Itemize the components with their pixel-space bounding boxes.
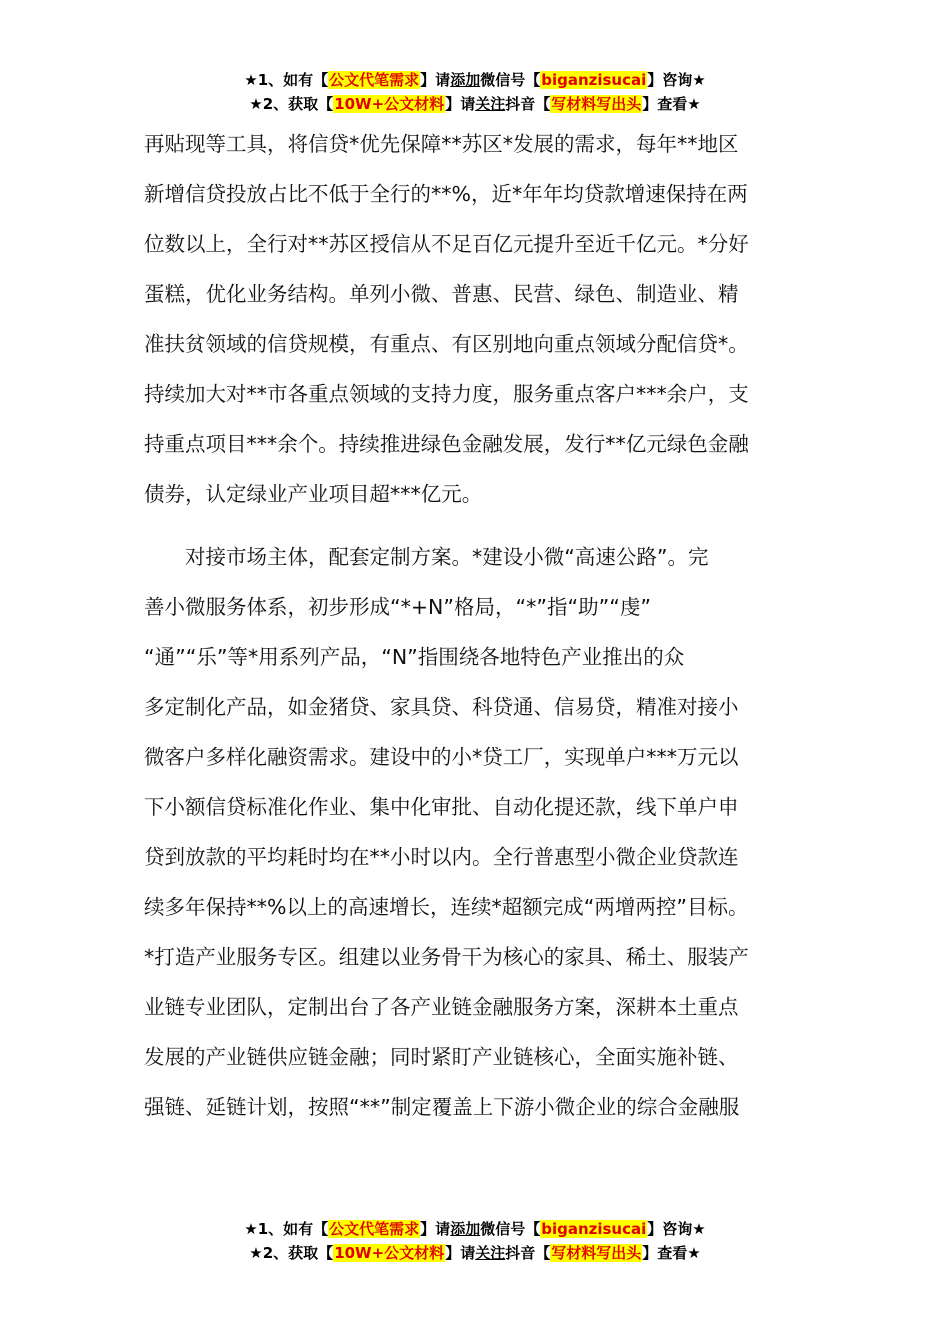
- text-line: 新增信贷投放占比不低于全行的**%，近*年年均贷款增速保持在两: [144, 182, 748, 206]
- banner-highlight: 写材料写出头: [551, 1244, 642, 1262]
- banner-text: 】请: [445, 95, 476, 113]
- text-line: 位数以上，全行对**苏区授信从不足百亿元提升至近千亿元。*分好: [144, 232, 749, 256]
- paragraph-gap: [144, 519, 824, 532]
- banner-highlight: 10W+公文材料: [334, 95, 445, 113]
- text-line: 对接市场主体，配套定制方案。*建设小微“高速公路”。完: [144, 545, 709, 569]
- banner-line-2: [0, 92, 950, 116]
- banner-text: ★2、获取【: [249, 95, 334, 113]
- banner-text: 】咨询★: [647, 1220, 706, 1238]
- text-line: 善小微服务体系，初步形成“*+N”格局，“*”指“助”“虔”: [144, 595, 651, 619]
- banner-highlight: biganzisucai: [541, 71, 647, 89]
- banner-text: 抖音【: [505, 1244, 551, 1262]
- text-line: 下小额信贷标准化作业、集中化审批、自动化提还款，线下单户申: [144, 795, 739, 819]
- banner-text: ★2、获取【: [249, 1244, 334, 1262]
- banner-line-1: [0, 1217, 950, 1241]
- banner-text: 】请: [420, 1220, 451, 1238]
- banner-highlight: biganzisucai: [541, 1220, 647, 1238]
- banner-underlined-text: 关注: [475, 95, 506, 113]
- text-line: 多定制化产品，如金猪贷、家具贷、科贷通、信易贷，精准对接小: [144, 695, 739, 719]
- text-line: 发展的产业链供应链金融；同时紧盯产业链核心，全面实施补链、: [144, 1045, 739, 1069]
- banner-highlight: 公文代笔需求: [329, 1220, 420, 1238]
- document-body: [144, 119, 824, 1132]
- banner-highlight: 公文代笔需求: [329, 71, 420, 89]
- text-line: 业链专业团队，定制出台了各产业链金融服务方案，深耕本土重点: [144, 995, 739, 1019]
- banner-highlight: 写材料写出头: [551, 95, 642, 113]
- text-line: 微客户多样化融资需求。建设中的小*贷工厂，实现单户***万元以: [144, 745, 739, 769]
- banner-underlined-text: 添加: [450, 71, 481, 89]
- text-line: 贷到放款的平均耗时均在**小时以内。全行普惠型小微企业贷款连: [144, 845, 739, 869]
- banner-text: 】请: [420, 71, 451, 89]
- banner-text: 】查看★: [642, 95, 701, 113]
- banner-text: 】查看★: [642, 1244, 701, 1262]
- header-banner: [0, 68, 950, 116]
- banner-underlined-text: 关注: [475, 1244, 506, 1262]
- banner-text: ★1、如有【: [244, 1220, 329, 1238]
- text-line: “通”“乐”等*用系列产品，“N”指围绕各地特色产业推出的众: [144, 645, 685, 669]
- text-line: 债券，认定绿业产业项目超***亿元。: [144, 482, 483, 506]
- banner-text: 】请: [445, 1244, 476, 1262]
- banner-line-1: [0, 68, 950, 92]
- banner-text: 微信号【: [480, 1220, 541, 1238]
- paragraph-2: [144, 532, 824, 1132]
- footer-banner: [0, 1217, 950, 1265]
- paragraph-1: [144, 119, 824, 519]
- banner-highlight: 10W+公文材料: [334, 1244, 445, 1262]
- text-line: 蛋糕，优化业务结构。单列小微、普惠、民营、绿色、制造业、精: [144, 282, 739, 306]
- banner-text: ★1、如有【: [244, 71, 329, 89]
- text-line: 持续加大对**市各重点领域的支持力度，服务重点客户***余户，支: [144, 382, 749, 406]
- text-line: 续多年保持**%以上的高速增长，连续*超额完成“两增两控”目标。: [144, 895, 749, 919]
- banner-text: 微信号【: [480, 71, 541, 89]
- banner-text: 】咨询★: [647, 71, 706, 89]
- banner-text: 抖音【: [505, 95, 551, 113]
- text-line: 准扶贫领域的信贷规模，有重点、有区别地向重点领域分配信贷*。: [144, 332, 749, 356]
- text-line: 持重点项目***余个。持续推进绿色金融发展，发行**亿元绿色金融: [144, 432, 749, 456]
- text-line: *打造产业服务专区。组建以业务骨干为核心的家具、稀土、服装产: [144, 945, 749, 969]
- banner-underlined-text: 添加: [450, 1220, 481, 1238]
- text-line: 再贴现等工具，将信贷*优先保障**苏区*发展的需求，每年**地区: [144, 132, 739, 156]
- banner-line-2: [0, 1241, 950, 1265]
- text-line: 强链、延链计划，按照“**”制定覆盖上下游小微企业的综合金融服: [144, 1095, 740, 1119]
